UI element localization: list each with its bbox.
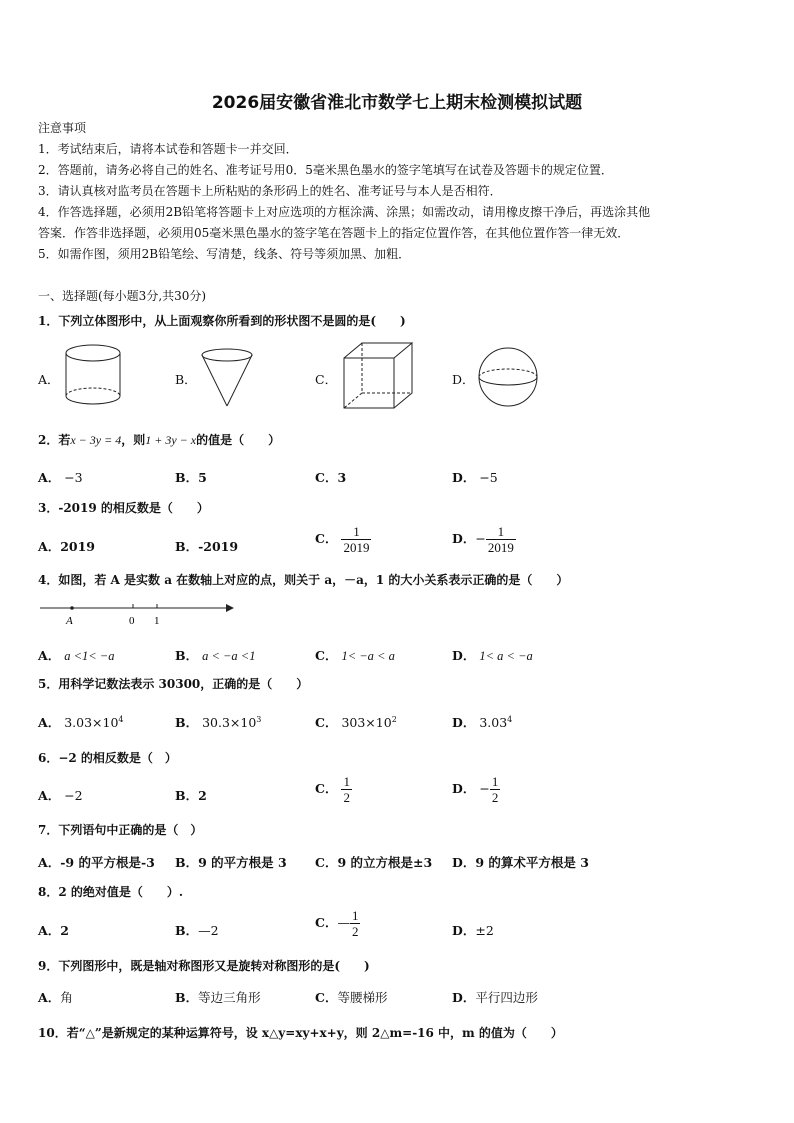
axis-label-1: 1 <box>154 615 160 627</box>
question-8-stem: 8．2 的绝对值是（ ）. <box>38 885 184 899</box>
q6-option-b: B．2 <box>175 788 207 803</box>
q8-option-a: A．2 <box>38 923 69 938</box>
q2-expression: 1 + 3y − x <box>145 433 197 447</box>
q2-option-d: D． −5 <box>452 470 498 485</box>
q3-option-a: A．2019 <box>38 539 95 554</box>
section-heading: 一、选择题(每小题3分,共30分) <box>38 289 207 303</box>
number-line-figure <box>36 598 236 628</box>
axis-label-a: A <box>66 615 73 627</box>
q7-option-d: D．9 的算术平方根是 3 <box>452 855 589 870</box>
q5-option-c: C． $303\times 10^2$ <box>315 714 397 730</box>
q7-option-a: A．-9 的平方根是-3 <box>38 855 155 870</box>
q7-option-b: B．9 的平方根是 3 <box>175 855 287 870</box>
q4-option-a: A． a <1< −a <box>38 648 115 663</box>
notice-item-5: 5．如需作图，须用2B铅笔绘、写清楚，线条、符号等须加黑、加粗． <box>38 247 411 261</box>
q1-option-d-label: D． <box>452 372 475 387</box>
q6-option-d: D． − $\frac{1}{2}$ <box>452 774 499 805</box>
page-title: 2026届安徽省淮北市数学七上期末检测模拟试题 <box>211 93 583 113</box>
fraction: $\frac{1}{2}$ <box>491 774 499 805</box>
notice-item-3: 3．请认真核对监考员在答题卡上所粘贴的条形码上的姓名、准考证号与本人是否相符． <box>38 184 502 198</box>
notice-item-4-cont: 答案．作答非选择题，必须用05毫米黑色墨水的签字笔在答题卡上的指定位置作答，在其他位置作答一律无效． <box>38 226 630 240</box>
cylinder-icon <box>58 340 128 412</box>
q2-option-b: B．5 <box>175 470 207 485</box>
q2-option-a: A． −3 <box>38 470 83 485</box>
notice-heading: 注意事项 <box>38 121 87 135</box>
cube-icon <box>338 340 418 414</box>
q2-condition: x − 3y = 4 <box>70 433 122 447</box>
q4-option-d: D． 1< a < −a <box>452 648 533 663</box>
q7-option-c: C．9 的立方根是±3 <box>315 855 433 870</box>
sphere-icon <box>474 345 544 411</box>
q8-option-b: B．—2 <box>175 923 219 938</box>
q9-option-d: D．平行四边形 <box>452 990 538 1005</box>
q8-option-c: C．— $\frac{1}{2}$ <box>315 908 359 939</box>
fraction: $\frac{1}{2019}$ <box>487 524 514 555</box>
notice-item-2: 2．答题前，请务必将自己的姓名、准考证号用0．5毫米黑色墨水的签字笔填写在试卷及答题卡的规定位置． <box>38 163 613 177</box>
q2-option-c: C．3 <box>315 470 347 485</box>
question-1-stem: 1．下列立体图形中，从上面观察你所看到的形状图不是圆的是( ) <box>38 314 406 328</box>
q8-option-d: D．±2 <box>452 923 494 938</box>
q5-option-d: D． 3.03$^4$ <box>452 714 513 730</box>
q9-option-a: A．角 <box>38 990 73 1005</box>
q3-option-b: B．-2019 <box>175 539 239 554</box>
q4-option-b: B． a < −a <1 <box>175 648 256 663</box>
q9-option-b: B．等边三角形 <box>175 990 261 1005</box>
notice-item-1: 1．考试结束后，请将本试卷和答题卡一并交回． <box>38 142 298 156</box>
question-9-stem: 9．下列图形中，既是轴对称图形又是旋转对称图形的是( ) <box>38 959 370 973</box>
q5-option-b: B． $30.3\times 10^3$ <box>175 714 262 730</box>
q3-option-c: C． $\frac{1}{2019}$ <box>315 524 370 555</box>
q5-option-a: A． $3.03\times 10^4$ <box>38 714 124 730</box>
question-3-stem: 3．-2019 的相反数是（ ） <box>38 501 209 515</box>
q6-option-c: C． $\frac{1}{2}$ <box>315 774 350 805</box>
fraction: $\frac{1}{2}$ <box>351 908 359 939</box>
question-2-stem: 2．若x − 3y = 4，则1 + 3y − x的值是（ ） <box>38 433 281 447</box>
question-5-stem: 5．用科学记数法表示 30300，正确的是（ ） <box>38 677 309 691</box>
question-10-stem: 10．若“△”是新规定的某种运算符号，设 x△y=xy+x+y，则 2△m=-16 中，m 的值为（ ） <box>38 1026 563 1040</box>
fraction: $\frac{1}{2}$ <box>343 774 350 805</box>
q4-option-c: C． 1< −a < a <box>315 648 395 663</box>
q1-option-b-label: B． <box>175 372 197 387</box>
axis-label-0: 0 <box>129 615 135 627</box>
q9-option-c: C．等腰梯形 <box>315 990 388 1005</box>
question-4-stem: 4．如图，若 A 是实数 a 在数轴上对应的点，则关于 a，－a，1 的大小关系表示正确的是（ ） <box>38 573 569 587</box>
cone-icon <box>197 346 257 412</box>
notice-item-4: 4．作答选择题，必须用2B铅笔将答题卡上对应选项的方框涂满、涂黑；如需改动，请用橡皮擦干净后，再选涂其他 <box>38 205 651 219</box>
question-6-stem: 6．−2 的相反数是（ ） <box>38 751 177 765</box>
q6-option-a: A． −2 <box>38 788 83 803</box>
q1-option-c-label: C． <box>315 372 338 387</box>
q1-option-a-label: A． <box>38 372 60 387</box>
question-7-stem: 7．下列语句中正确的是（ ） <box>38 823 203 837</box>
q3-option-d: D．− $\frac{1}{2019}$ <box>452 524 514 555</box>
fraction: $\frac{1}{2019}$ <box>343 524 370 555</box>
